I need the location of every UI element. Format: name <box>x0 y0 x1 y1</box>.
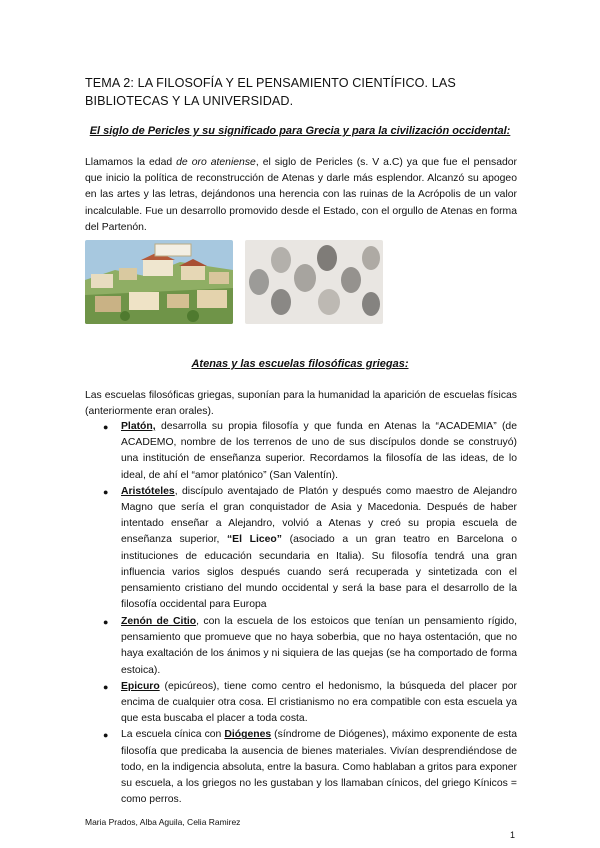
philosopher-name: Aristóteles <box>121 485 175 497</box>
illustrations <box>85 240 385 324</box>
item-text: (síndrome de Diógenes), máximo exponente de esta filosofía que predicaba la ausencia de bienes materiales. Vivían desprendiéndose de todo, en la indigencia absoluta, entre la basura. Como hablaban a gritos para exponer su escuela, a los griegos no les gustaban y los llamaban cínicos, del griego Kínicos = como perros. <box>121 729 518 806</box>
philosopher-name: Diógenes <box>224 729 272 741</box>
item-text: , discípulo aventajado de Platón y después como maestro de Alejandro Magno que sería el gran conquistador de Asia y Macedonia. Después de haber intentado enseñar a Alejandro, volvió a Atenas y creó su propia escuela de enseñanza superior, <box>121 485 517 546</box>
philosopher-name: Platón, <box>121 421 156 432</box>
list-item <box>85 419 517 484</box>
list-item <box>85 679 517 728</box>
page-title: TEMA 2: LA FILOSOFÍA Y EL PENSAMIENTO CIENTÍFICO. LAS BIBLIOTECAS Y LA UNIVERSIDAD. <box>85 76 456 108</box>
philosopher-name: Epicuro <box>121 680 160 692</box>
para-text: , el siglo de Pericles (s. V a.C) ya que fue el pensador que inicio la política de reconstrucción de Atenas y darle más esplendor. Alcanzó su apogeo en las artes y las letras, dejándonos una herencia con las ruinas de la Acrópolis de un valor incalculable. Fue un desarrollo promovido desde el Estado, con el orgullo de Atenas en forma del Partenón. <box>85 157 517 233</box>
list-item <box>85 484 517 614</box>
schools-list <box>85 419 517 613</box>
footer-authors: Maria Prados, Alba Aguila, Celia Ramirez <box>85 817 241 827</box>
bullet-icon: ● <box>103 617 109 627</box>
item-text: La escuela cínica con <box>121 729 225 741</box>
philosophers-busts-collage <box>245 240 383 324</box>
section-heading-schools: Atenas y las escuelas filosóficas griegas: <box>191 358 409 370</box>
para-text: Llamamos la edad <box>85 157 177 168</box>
list-item <box>85 614 517 679</box>
bullet-icon: ● <box>103 730 109 741</box>
bullet-icon: ● <box>103 486 109 497</box>
philosopher-name: Zenón de Citio <box>121 616 197 627</box>
list-item <box>85 727 517 808</box>
schools-intro: Las escuelas filosóficas griegas, suponían para la humanidad la aparición de escuelas físicas (anteriormente eran orales). <box>85 390 517 418</box>
item-text: (asociado a un gran teatro en Barcelona o instituciones de educación secundaria en Italia). Su filosofía tendrá una gran influencia varios siglos después cuando será recuperada y sintetizada con el pensamiento cristiano del mundo occidental y será la base para el desarrollo de la filosofía occidental para Europa <box>121 534 518 611</box>
bullet-icon: ● <box>103 681 109 692</box>
item-text: , con la escuela de los estoicos que tenían un pensamiento rígido, pensamiento que promueve que no haya soberbia, que no haya ostentación, que no haya exaltación de los ánimos y ni siquiera de las quejas (se ha comportado de forma estoica). <box>121 616 517 676</box>
item-text: (epicúreos), tiene como centro el hedonismo, la búsqueda del placer por encima de cualquier otra cosa. El cristianismo no era compatible con esta escuela ya que esta buscaba el placer a toda costa. <box>121 680 517 725</box>
item-text: desarrolla su propia filosofía y que funda en Atenas la “ACADEMIA” (de ACADEMO, nombre de los terrenos de uno de sus discípulos donde se construyó) una institución de enseñanza superior. Recordamos la filosofía de las ideas, de lo ideal, de ahí el “amor platónico” (San Valentín). <box>121 421 517 481</box>
bullet-icon: ● <box>103 422 109 432</box>
schools-list-continued <box>85 614 517 808</box>
page-number: 1 <box>510 830 516 840</box>
acropolis-illustration <box>85 240 233 324</box>
para-emphasis: de oro ateniense <box>176 157 256 168</box>
item-bold-text: “El Liceo” <box>226 534 282 546</box>
pericles-paragraph <box>85 155 517 236</box>
section-heading-pericles: El siglo de Pericles y su significado para Grecia y para la civilización occidental: <box>89 125 511 137</box>
